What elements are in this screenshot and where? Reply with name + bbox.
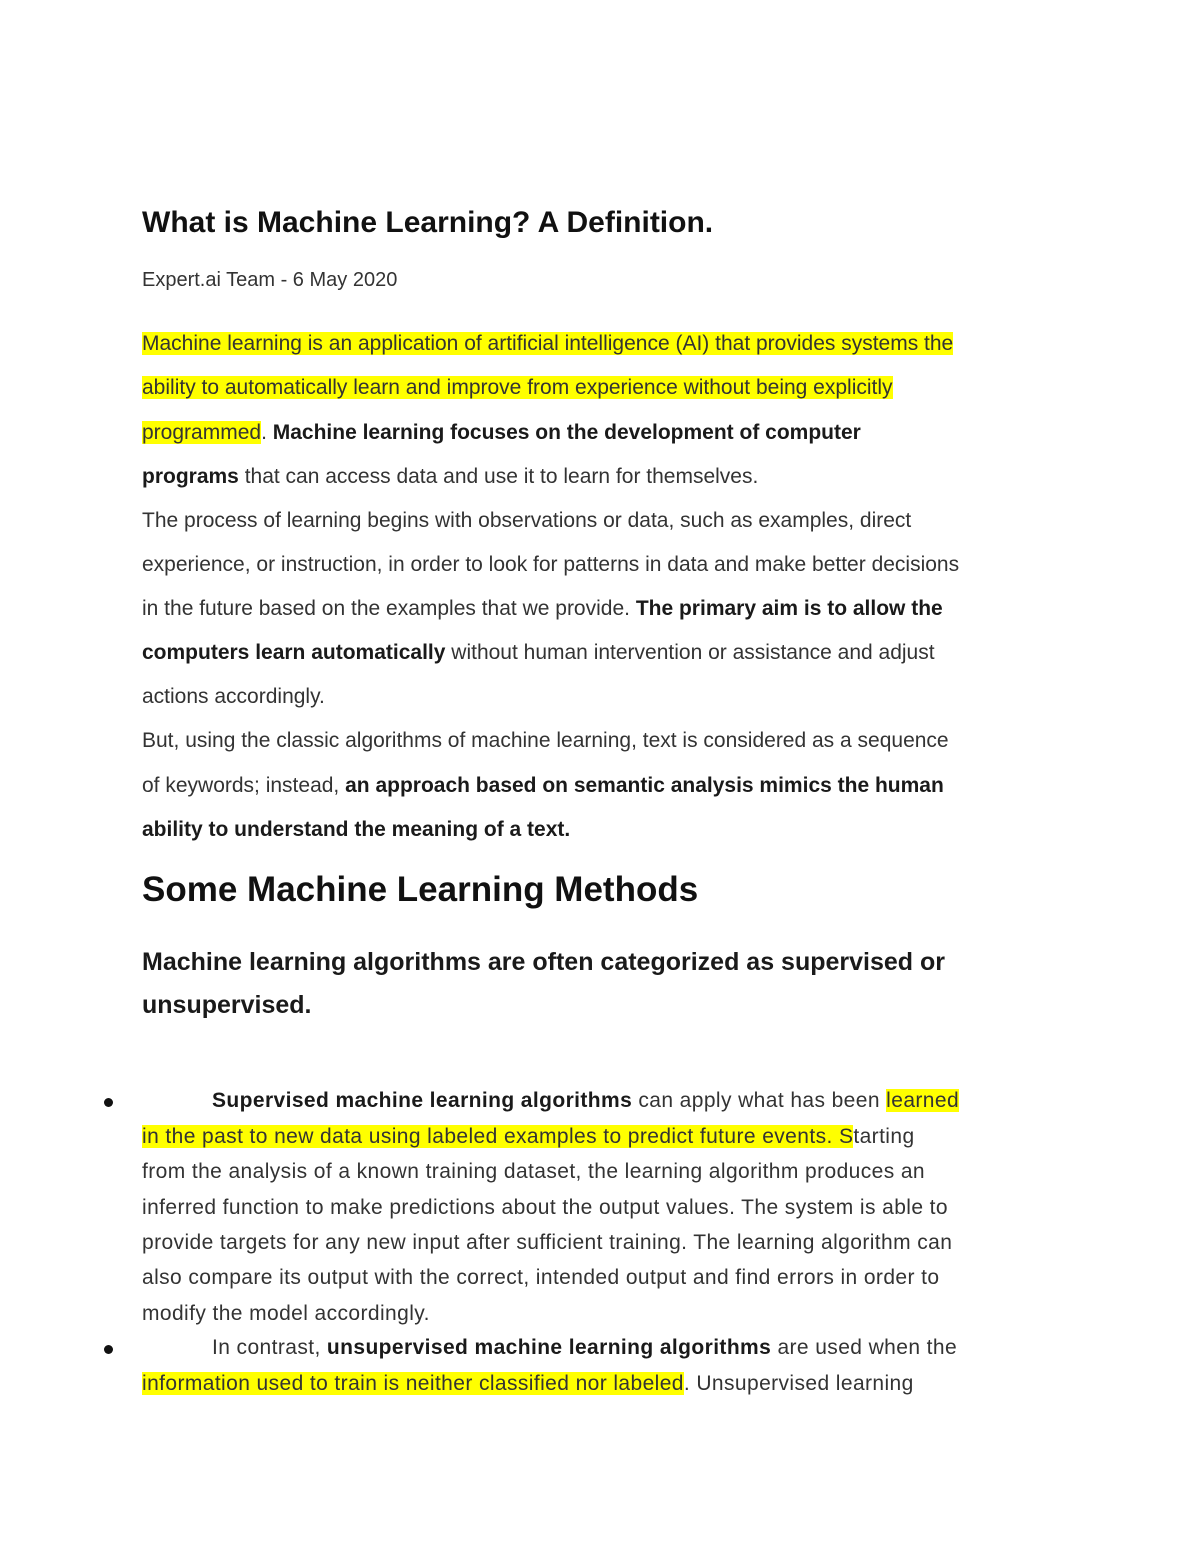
- bullet1-line7: modify the model accordingly.: [142, 1302, 430, 1325]
- para2-line2: experience, or instruction, in order to look for patterns in data and make better decisions: [142, 553, 960, 576]
- para1-line4: [142, 465, 758, 489]
- text: are used when the: [771, 1336, 958, 1359]
- highlighted-text: information used to train is neither classified nor labeled: [142, 1372, 684, 1395]
- bullet1-line5: provide targets for any new input after sufficient training. The learning algorithm can: [142, 1231, 953, 1254]
- subheading-line1: Machine learning algorithms are often categorized as supervised or: [142, 948, 946, 976]
- para2-line4: [142, 641, 935, 665]
- para3-line3: [142, 818, 570, 842]
- bullet1-line6: also compare its output with the correct, intended output and find errors in order to: [142, 1266, 940, 1289]
- subheading-line2: unsupervised.: [142, 991, 312, 1019]
- text: .: [261, 421, 273, 444]
- highlighted-text: in the past to new data using labeled examples to predict future events. S: [142, 1125, 854, 1148]
- bullet2-line1: [212, 1336, 957, 1360]
- text: In contrast,: [212, 1336, 327, 1359]
- bold-text: programs: [142, 465, 239, 488]
- text: that can access data and use it to learn for themselves.: [238, 465, 759, 488]
- para3-line1: But, using the classic algorithms of machine learning, text is considered as a sequence: [142, 729, 949, 752]
- para1-line3: [142, 421, 861, 445]
- text: . Unsupervised learning: [683, 1372, 914, 1395]
- text: can apply what has been: [632, 1089, 887, 1112]
- para1-line1: [142, 332, 953, 356]
- highlighted-text: programmed: [142, 421, 262, 444]
- text: without human intervention or assistance and adjust: [445, 641, 935, 664]
- para1-line2: [142, 376, 893, 400]
- byline: Expert.ai Team - 6 May 2020: [142, 269, 398, 291]
- bold-text: Machine learning focuses on the development of computer: [272, 421, 861, 444]
- text: tarting: [853, 1125, 915, 1148]
- para3-line2: [142, 774, 944, 798]
- bold-text: an approach based on semantic analysis mimics the human: [345, 774, 944, 797]
- bullet2-line2: [142, 1372, 914, 1396]
- highlighted-text: Machine learning is an application of artificial intelligence (AI) that provides systems the: [142, 332, 954, 355]
- bullet1-line1: [212, 1089, 959, 1113]
- bold-text: ability to understand the meaning of a text.: [142, 818, 571, 841]
- bullet1-line4: inferred function to make predictions about the output values. The system is able to: [142, 1196, 948, 1219]
- page-title: What is Machine Learning? A Definition.: [142, 206, 714, 239]
- bullet-icon: [104, 1345, 113, 1354]
- bullet1-line3: from the analysis of a known training dataset, the learning algorithm produces an: [142, 1160, 925, 1183]
- para2-line5: actions accordingly.: [142, 685, 325, 708]
- bullet-icon: [104, 1098, 113, 1107]
- para2-line3: [142, 597, 943, 621]
- bullet1-line2: [142, 1125, 915, 1149]
- section-heading: Some Machine Learning Methods: [142, 870, 699, 909]
- highlighted-text: learned: [886, 1089, 960, 1112]
- highlighted-text: ability to automatically learn and improve from experience without being explicitly: [142, 376, 893, 399]
- bold-text: computers learn automatically: [142, 641, 446, 664]
- text: in the future based on the examples that we provide.: [142, 597, 636, 620]
- bold-text: The primary aim is to allow the: [635, 597, 943, 620]
- text: of keywords; instead,: [142, 774, 346, 797]
- para2-line1: The process of learning begins with observations or data, such as examples, direct: [142, 509, 912, 532]
- bold-text: Supervised machine learning algorithms: [212, 1089, 633, 1112]
- bold-text: unsupervised machine learning algorithms: [326, 1336, 772, 1359]
